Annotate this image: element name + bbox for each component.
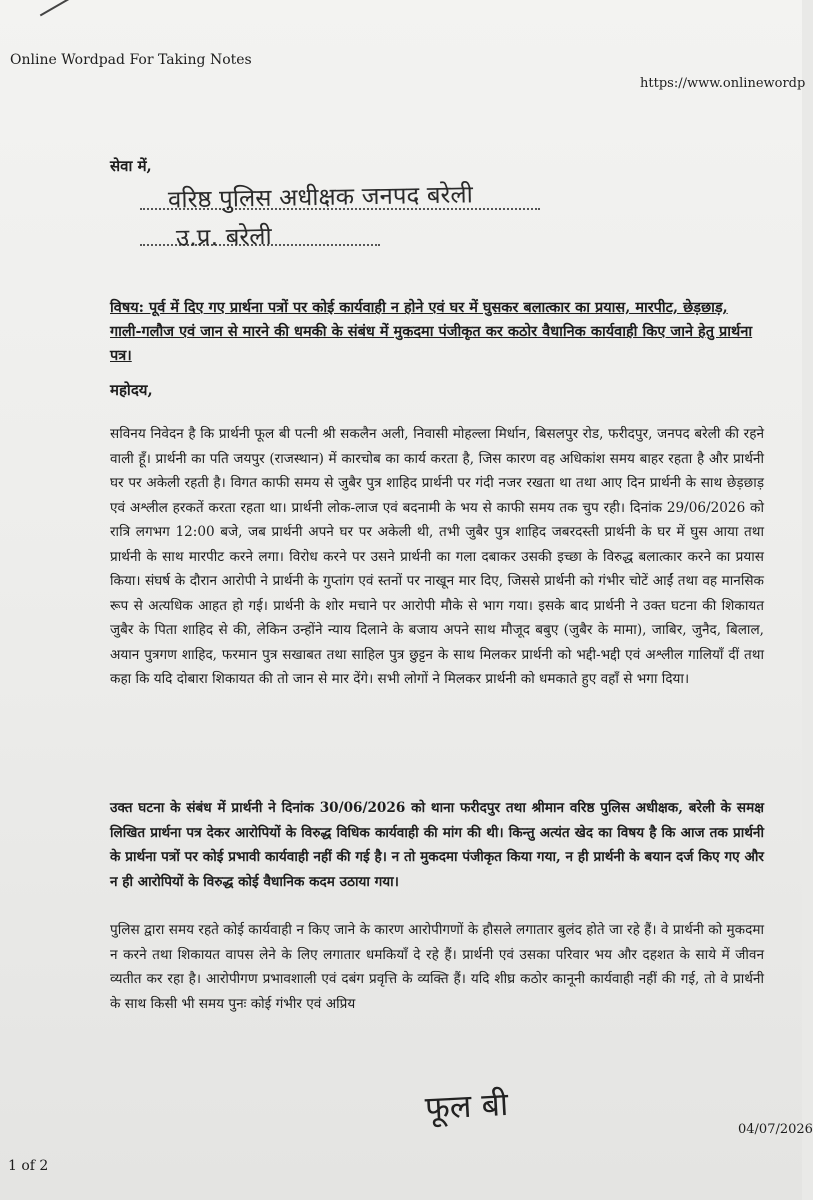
handwritten-addressee: वरिष्ठ पुलिस अधीक्षक जनपद बरेली (167, 180, 474, 214)
letter-greeting: महोदय, (110, 381, 153, 399)
letter-subject: विषय: पूर्व में दिए गए प्रार्थना पत्रों पर कोई कार्यवाही न होने एवं घर में घुसकर बलात्कार का प्रयास, मारपीट, छेड़छाड़, गाली-गलौज एवं जान से मारने की धमकी के संबंध में मुकदमा पंजीकृत कर कठोर वैधानिक कार्यवाही किए जाने हेतु प्रार्थना पत्र। (110, 299, 753, 364)
handwritten-place: उ.प्र. बरेली (175, 222, 272, 252)
body-paragraph-2: उक्त घटना के संबंध में प्रार्थनी ने दिनांक 30/06/2026 को थाना फरीदपुर तथा श्रीमान वरिष्ठ पुलिस अधीक्षक, बरेली के समक्ष लिखित प्रार्थना पत्र देकर आरोपियों के विरुद्ध विधिक कार्यवाही की मांग की थी। किन्तु अत्यंत खेद का विषय है कि आज तक प्रार्थनी के प्रार्थना पत्रों पर कोई प्रभावी कार्यवाही नहीं की गई है। न तो मुकदमा पंजीकृत किया गया, न ही प्रार्थनी के बयान दर्ज किए गए और न ही आरोपियों के विरुद्ध कोई वैधानिक कदम उठाया गया। (110, 800, 764, 890)
body-paragraph-3: पुलिस द्वारा समय रहते कोई कार्यवाही न किए जाने के कारण आरोपीगणों के हौसले लगातार बुलंद होते जा रहे हैं। वे प्रार्थनी को मुकदमा न करने तथा शिकायत वापस लेने के लिए लगातार धमकियाँ दे रहे हैं। प्रार्थनी एवं उसका परिवार भय और दहशत के साये में जीवन व्यतीत कर रहा है। आरोपीगण प्रभावशाली एवं दबंग प्रवृत्ति के व्यक्ति हैं। यदि शीघ्र कठोर कानूनी कार्यवाही नहीं की गई, तो वे प्रार्थनी के साथ किसी भी समय पुनः कोई गंभीर एवं अप्रिय (110, 922, 764, 1012)
handwritten-signature: फूल बी (424, 1084, 510, 1128)
body-paragraph-1: सविनय निवेदन है कि प्रार्थनी फूल बी पत्नी श्री सकलैन अली, निवासी मोहल्ला मिर्धान, बिसलपुर रोड, फरीदपुर, जनपद बरेली की रहने वाली हूँ। प्रार्थनी का पति जयपुर (राजस्थान) में कारचोब का कार्य करता है, जिस कारण वह अधिकांश समय बाहर रहता है और प्रार्थनी घर पर अकेली रहती है। विगत काफी समय से जुबैर पुत्र शाहिद प्रार्थनी पर गंदी नजर रखता था तथा आए दिन प्रार्थनी के साथ छेड़छाड़ एवं अश्लील हरकतें करता रहता था। प्रार्थनी लोक-लाज एवं बदनामी के भय से काफी समय तक चुप रही। दिनांक 29/06/2026 को रात्रि लगभग 12:00 बजे, जब प्रार्थनी अपने घर पर अकेली थी, तभी जुबैर पुत्र शाहिद जबरदस्ती प्रार्थनी के घर में घुस आया तथा प्रार्थनी के साथ मारपीट करने लगा। विरोध करने पर उसने प्रार्थनी का गला दबाकर उसकी इच्छा के विरुद्ध बलात्कार करने का प्रयास किया। संघर्ष के दौरान आरोपी ने प्रार्थनी के गुप्तांग एवं स्तनों पर नाखून मार दिए, जिससे प्रार्थनी को गंभीर चोटें आईं तथा वह मानसिक रूप से अत्यधिक आहत हो गई। प्रार्थनी के शोर मचाने पर आरोपी मौके से भाग गया। इसके बाद प्रार्थनी ने उक्त घटना की शिकायत जुबैर के पिता शाहिद से की, लेकिन उन्होंने न्याय दिलाने के बजाय अपने साथ मौजूद बबुए (जुबैर के मामा), जाबिर, जुनैद, बिलाल, अयान पुत्रगण शाहिद, फरमान पुत्र सखाबत तथा साहिल पुत्र छुट्टन के साथ मिलकर प्रार्थनी को भद्दी-भद्दी एवं अश्लील गालियाँ दीं तथा कहा कि यदि दोबारा शिकायत की तो जान से मार देंगे। सभी लोगों ने मिलकर प्रार्थनी को धमकाते हुए वहाँ से भगा दिया। (110, 426, 764, 687)
letter-salutation: सेवा में, (110, 157, 152, 175)
pen-mark (40, 0, 70, 16)
page-indicator: 1 of 2 (8, 1158, 49, 1174)
print-date: 04/07/2026 (738, 1122, 813, 1137)
print-header-url: https://www.onlinewordp (640, 76, 806, 91)
print-header-title: Online Wordpad For Taking Notes (10, 52, 252, 68)
